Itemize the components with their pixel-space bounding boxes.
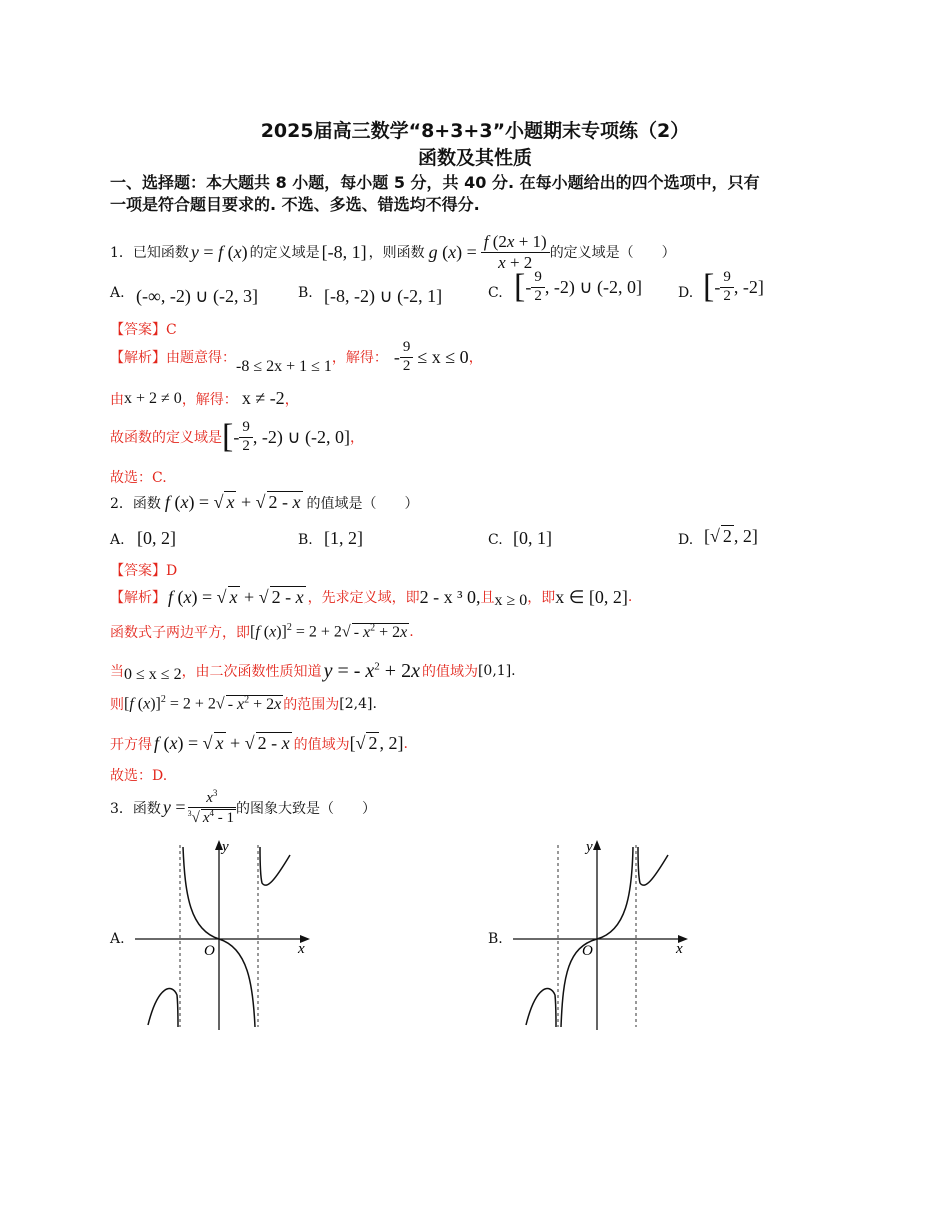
x-axis-label: x <box>298 941 305 957</box>
q1-analysis-line3: 故函数的定义域是 [ - $\frac{9}{2}$ , -2) ∪ (-2, 0] ， <box>110 418 364 455</box>
y-axis-label: y <box>586 839 593 855</box>
q1-analysis-label: 【解析】 <box>110 350 166 366</box>
y-axis-label: y <box>222 839 229 855</box>
q2-analysis-line3: 当 0 ≤ x ≤ 2 ，由二次函数性质知道 y = - $x^2 + 2x$ 的值域为 [0,1]. <box>110 659 516 683</box>
q1-s3: 故函数的定义域是 <box>110 430 222 446</box>
q1-s1-math: -8 ≤ 2x + 1 ≤ 1 <box>236 358 332 375</box>
section-header-line2: 一项是符合题目要求的. 不选、多选、错选均不得分. <box>110 195 480 214</box>
y-axis-arrow-icon <box>593 840 601 850</box>
q1-stem <box>110 232 676 272</box>
q1-option-c-label: C. <box>488 285 503 301</box>
q2-s5b: 的值域为 <box>293 736 350 753</box>
q1-option-b-label: B. <box>298 285 313 301</box>
q1-gx: g (x) = <box>428 241 477 262</box>
q2-s3-range: [0,1]. <box>477 663 516 679</box>
curve-right <box>260 847 290 885</box>
q1-option-a-label: A. <box>110 285 125 301</box>
q3-fraction: $\frac{x^3}{^3√ x^4 - 1}$ <box>187 788 234 827</box>
q1-text3: ，则函数 <box>368 245 425 262</box>
q2-text1: 函数 <box>132 495 161 512</box>
q1-conclusion: 故选：C. <box>110 470 167 486</box>
q3-graph-b-label: B. <box>488 931 503 947</box>
q1-text2: 的定义域是 <box>249 245 320 262</box>
q1-text4: 的定义域是（ ） <box>549 245 676 262</box>
q1-s1b: ，解得： <box>331 350 388 366</box>
q1-gx-fraction: $\frac{f (2x + 1)}{x + 2}$ <box>481 232 550 272</box>
q2-s1: ，先求定义域，即 <box>307 590 420 606</box>
q2-fx: f (x) = √ x + √ 2 - x <box>164 492 301 512</box>
q2-analysis-line5: 开方得 f (x) = √ x + √ 2 - x 的值域为 [√ 2 , 2] . <box>110 733 408 753</box>
q3-graph-a <box>130 835 320 1035</box>
q2-s1b: 且 <box>480 590 495 606</box>
q2-s1c: ，即 <box>527 590 556 606</box>
q1-option-c: [ - $\frac{9}{2}$ , -2) ∪ (-2, 0] <box>514 268 642 305</box>
q2-option-a: [0, 2] <box>137 528 176 548</box>
origin-label: O <box>204 943 215 959</box>
q1-s3-rest: , -2) ∪ (-2, 0] <box>252 426 350 447</box>
q2-s4: 则 <box>110 697 124 713</box>
q1-text1: 已知函数 <box>132 245 189 262</box>
q1-option-c-rest: , -2) ∪ (-2, 0] <box>544 276 642 297</box>
q2-option-d-rest: , 2] <box>733 526 758 546</box>
q2-answer: 【答案】D <box>110 563 178 579</box>
q1-s2b: ，解得： <box>181 391 238 408</box>
q2-analysis-line2: 函数式子两边平方，即 [f $(x)]^2 = 2 + 2√ - x^2 + 2x$ . <box>110 622 414 641</box>
q2-option-d: [√ 2 , 2] <box>704 526 758 546</box>
q2-s2: 函数式子两边平方，即 <box>110 625 250 641</box>
q3-text2: 的图象大致是（ ） <box>235 800 376 817</box>
q2-conclusion: 故选：D. <box>110 768 168 784</box>
section-header-line1: 一、选择题：本大题共 8 小题，每小题 5 分，共 40 分. 在每小题给出的四个选项中，只有 <box>110 173 760 192</box>
q2-option-c: [0, 1] <box>513 528 552 548</box>
q2-option-d-label: D. <box>678 532 694 548</box>
q1-s2-sol: x ≠ -2 <box>241 388 285 408</box>
q2-option-b-label: B. <box>298 532 313 548</box>
q2-s3: 当 <box>110 664 124 680</box>
page-subtitle: 函数及其性质 <box>417 147 532 169</box>
q2-s1-math3: x ∈ [0, 2] <box>555 586 628 607</box>
q2-s4-range: [2,4]. <box>339 696 377 712</box>
q2-text2: 的值域是（ ） <box>306 495 419 512</box>
q1-answer: 【答案】C <box>110 322 177 338</box>
q2-s1-math2: x ≥ 0 <box>494 592 528 609</box>
q2-stem <box>110 492 419 513</box>
q1-option-d-label: D. <box>678 285 694 301</box>
q1-option-a: (-∞, -2) ∪ (-2, 3] <box>136 286 258 306</box>
q2-analysis-line4: 则 [f $(x)]^2 = 2 + 2√ - x^2 + 2x$ 的范围为 [2,4]. <box>110 694 377 713</box>
curve-left <box>148 989 178 1027</box>
q1-option-d: [ - $\frac{9}{2}$ , -2] <box>703 268 764 305</box>
q2-s3-math: 0 ≤ x ≤ 2 <box>124 666 182 683</box>
x-axis-label: x <box>676 941 683 957</box>
q2-option-a-label: A. <box>110 532 125 548</box>
curve-right <box>638 847 668 885</box>
q1-number: 1． <box>110 245 133 262</box>
q1-option-d-rest: , -2] <box>733 276 764 297</box>
q2-s1-math: 2 - x ³ 0, <box>419 586 481 607</box>
q2-analysis-label: 【解析】 <box>110 590 166 606</box>
q1-domain: [-8, 1] <box>321 241 367 262</box>
q3-number: 3． <box>110 800 133 817</box>
q2-s5: 开方得 <box>110 736 152 753</box>
origin-label: O <box>582 943 593 959</box>
q2-option-b: [1, 2] <box>324 528 363 548</box>
q2-analysis-line1: 【解析】 f (x) = √ x + √ 2 - x ，先求定义域，即 2 - x ³ 0, 且 x ≥ 0 ，即 x ∈ [0, 2] . <box>110 586 633 609</box>
q2-s3c: 的值域为 <box>421 664 478 680</box>
page-title: 2025届高三数学“8+3+3”小题期末专项练（2） <box>260 120 690 142</box>
q1-analysis-line2: 由 x + 2 ≠ 0 ，解得： x ≠ -2 ， <box>110 388 299 408</box>
q2-option-c-label: C. <box>488 532 503 548</box>
q1-fx: y = f (x) <box>190 241 248 262</box>
q2-s4b: 的范围为 <box>283 697 340 713</box>
q1-s2: 由 <box>110 391 124 408</box>
q3-graph-a-label: A. <box>110 931 125 947</box>
curve-left <box>526 989 556 1027</box>
q3-text1: 函数 <box>132 800 161 817</box>
q1-s1: 由题意得： <box>166 350 236 366</box>
q3-graph-b <box>508 835 698 1035</box>
q1-option-b: [-8, -2) ∪ (-2, 1] <box>324 286 443 306</box>
q2-number: 2． <box>110 495 133 512</box>
q3-stem: 3． 函数 y = $\frac{x^3}{^3√ x^4 - 1}$ 的图象大致是（ ） <box>110 788 376 827</box>
q2-s3b: ，由二次函数性质知道 <box>181 664 322 680</box>
q1-s2-math: x + 2 ≠ 0 <box>124 389 182 407</box>
q1-s1-sol: ≤ x ≤ 0 <box>417 346 469 367</box>
q1-analysis-line1: 【解析】 由题意得： -8 ≤ 2x + 1 ≤ 1 ，解得： - $\frac{9}{2}$ ≤ x ≤ 0 ， <box>110 339 483 375</box>
